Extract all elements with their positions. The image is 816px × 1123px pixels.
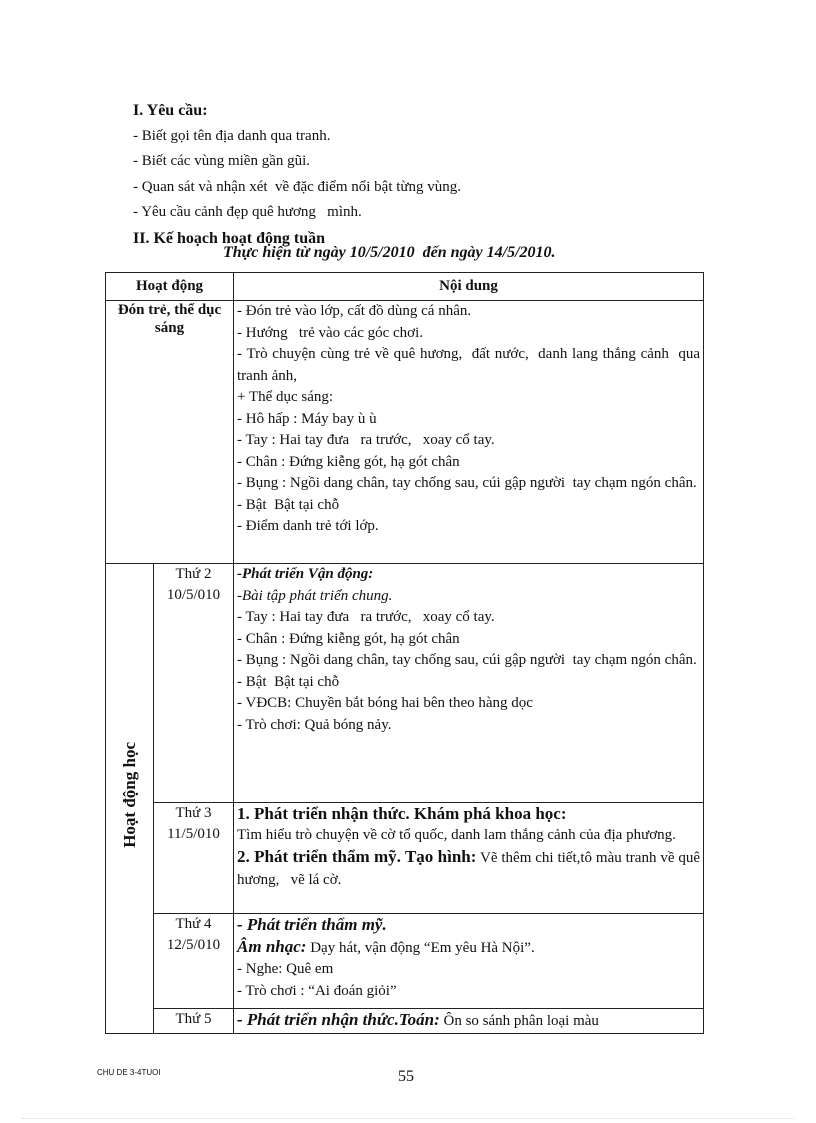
section-2-heading: II. Kế hoạch hoạt động tuần: [133, 229, 326, 247]
list-item: - Điểm danh trẻ tới lớp.: [237, 518, 379, 534]
page-number: 55: [398, 1068, 414, 1085]
day-date: 12/5/010: [166, 937, 221, 953]
content-title: -Phát triển Vận động:: [237, 566, 374, 582]
list-item: - Nghe: Quê em: [237, 961, 334, 977]
list-item: - Tay : Hai tay đưa ra trước, xoay cổ tay.: [237, 432, 495, 448]
requirements-section: [133, 98, 713, 251]
list-item: - Trò chơi: Quả bóng nảy.: [237, 716, 392, 733]
list-item: - Đón trẻ vào lớp, cất đồ dùng cá nhân.: [237, 303, 472, 319]
wednesday-content: [234, 914, 704, 1009]
requirement-line: - Biết gọi tên địa danh qua tranh.: [133, 127, 331, 144]
section-1-heading: I. Yêu cầu:: [133, 102, 208, 119]
requirement-line: - Biết các vùng miền gần gũi.: [133, 153, 311, 169]
weekly-plan-table: [105, 272, 704, 1034]
content-text: Tìm hiểu trò chuyện về cờ tổ quốc, danh lam thắng cảnh của địa phương.: [237, 826, 676, 843]
table-row-thursday: [106, 1009, 704, 1034]
day-name: Thứ 2: [175, 566, 212, 582]
day-cell-tuesday: [154, 803, 234, 914]
list-item: - Bật Bật tại chỗ: [237, 496, 340, 513]
day-date: 11/5/010: [167, 826, 220, 842]
thursday-content: [234, 1009, 704, 1034]
morning-label: Đón trẻ, thể dục sáng: [106, 301, 234, 564]
list-item: - Chân : Đứng kiễng gót, hạ gót chân: [237, 630, 460, 647]
list-item: - Trò chuyện cùng trẻ về quê hương, đất nước, danh lang thắng cảnh qua tranh ảnh,: [237, 346, 704, 384]
list-item: - Tay : Hai tay đưa ra trước, xoay cổ tay.: [237, 609, 495, 625]
study-activity-label-cell: [106, 564, 154, 1034]
page-bottom-rule: [22, 1118, 794, 1119]
requirement-line: - Yêu cầu cảnh đẹp quê hương mình.: [133, 204, 362, 220]
day-cell-wednesday: [154, 914, 234, 1009]
content-title: 1. Phát triển nhận thức. Khám phá khoa học:: [237, 804, 567, 823]
footer-code: CHU DE 3-4TUOI: [97, 1068, 161, 1077]
list-item: - Hướng trẻ vào các góc chơi.: [237, 324, 424, 341]
tuesday-content: [234, 803, 704, 914]
day-name: Thứ 4: [175, 916, 212, 932]
table-row-morning: [106, 301, 704, 564]
music-text: Dạy hát, vận động “Em yêu Hà Nội”.: [306, 939, 535, 956]
morning-content: [234, 301, 704, 564]
content-title: - Phát triển nhận thức.Toán:: [237, 1010, 440, 1029]
list-item: - Bụng : Ngồi dang chân, tay chống sau, cúi gập người tay chạm ngón chân.: [237, 475, 697, 491]
day-date: 10/5/010: [166, 587, 221, 603]
table-row-monday: [106, 564, 704, 803]
content-title: - Phát triển thẩm mỹ.: [237, 915, 387, 934]
list-item: - Bật Bật tại chỗ: [237, 673, 340, 690]
content-text-2: Vẽ thêm chi tiết,tô màu tranh về quê hương, vẽ lá cờ.: [237, 850, 704, 888]
study-activity-label: Hoạt động học: [119, 741, 139, 848]
content-subtitle: -Bài tập phát triển chung.: [237, 587, 393, 604]
header-content: Nội dung: [234, 273, 704, 301]
day-cell-monday: [154, 564, 234, 803]
header-activity: Hoạt động: [106, 273, 234, 301]
list-item: - VĐCB: Chuyền bắt bóng hai bên theo hàng dọc: [237, 695, 533, 711]
list-item: + Thể dục sáng:: [237, 389, 334, 405]
list-item: - Bụng : Ngồi dang chân, tay chống sau, cúi gập người tay chạm ngón chân.: [237, 652, 697, 668]
content-title-2: 2. Phát triển thẩm mỹ. Tạo hình:: [237, 847, 477, 866]
monday-content: [234, 564, 704, 803]
content-paragraph: [237, 846, 704, 891]
day-name: Thứ 5: [175, 1011, 212, 1027]
list-item: - Chân : Đứng kiễng gót, hạ gót chân: [237, 453, 460, 470]
requirement-line: - Quan sát và nhận xét về đặc điểm nổi bật từng vùng.: [133, 178, 462, 195]
list-item: - Hô hấp : Máy bay ù ù: [237, 410, 377, 427]
content-paragraph: [237, 936, 700, 960]
list-item: - Trò chơi : “Ai đoán giỏi”: [237, 982, 397, 999]
content-text: Ôn so sánh phân loại màu: [439, 1013, 599, 1029]
week-range-title: Thực hiện từ ngày 10/5/2010 đến ngày 14/5/2010.: [223, 244, 556, 261]
table-header-row: [106, 273, 704, 301]
day-name: Thứ 3: [175, 805, 212, 821]
content-paragraph: [237, 1009, 700, 1033]
music-label: Âm nhạc:: [237, 936, 307, 956]
table-row-tuesday: [106, 803, 704, 914]
day-cell-thursday: [154, 1009, 234, 1034]
table-row-wednesday: [106, 914, 704, 1009]
